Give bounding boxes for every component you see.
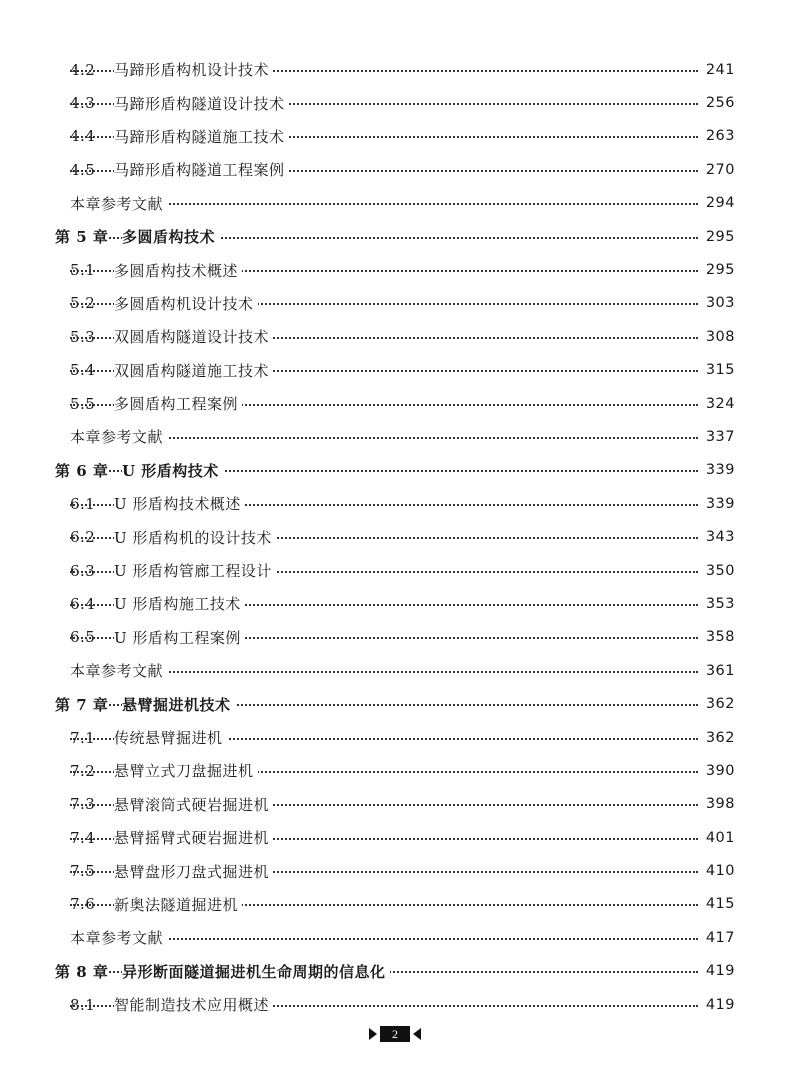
toc-section-entry[interactable] <box>0 120 790 153</box>
entry-title: U 形盾构管廊工程设计 <box>114 560 276 581</box>
section-number: 7.1 <box>70 728 96 747</box>
page-ref: 339 <box>699 496 735 512</box>
entry-title: U 形盾构施工技术 <box>114 593 245 614</box>
page-ref: 339 <box>699 462 735 478</box>
entry-title: 多圆盾构技术概述 <box>114 260 242 281</box>
entry-title: 新奥法隧道掘进机 <box>114 894 242 915</box>
entry-title: 马蹄形盾构隧道工程案例 <box>114 159 289 180</box>
page-ref: 263 <box>699 128 735 144</box>
page-ref: 361 <box>699 663 735 679</box>
page-ref: 295 <box>699 229 735 245</box>
entry-title: 异形断面隧道掘进机生命周期的信息化 <box>122 961 390 982</box>
chapter-label: 第 8 章 <box>55 962 109 981</box>
entry-title: U 形盾构技术 <box>122 460 223 481</box>
page-ref: 343 <box>699 529 735 545</box>
page-ref: 362 <box>699 696 735 712</box>
entry-title: 悬臂摇臂式硬岩掘进机 <box>114 827 273 848</box>
page-ref: 256 <box>699 95 735 111</box>
toc-chapter-entry[interactable] <box>0 454 790 487</box>
page-ref: 419 <box>699 963 735 979</box>
toc-section-entry[interactable] <box>0 520 790 553</box>
entry-title: 传统悬臂掘进机 <box>114 727 227 748</box>
toc-section-entry[interactable] <box>0 253 790 286</box>
page-ref: 270 <box>699 162 735 178</box>
toc-section-entry[interactable] <box>0 554 790 587</box>
entry-title: 悬臂盘形刀盘式掘进机 <box>114 861 273 882</box>
toc-section-entry[interactable] <box>0 53 790 86</box>
page-ref: 362 <box>699 730 735 746</box>
toc-reference-entry[interactable] <box>0 921 790 954</box>
page-ref: 390 <box>699 763 735 779</box>
toc-section-entry[interactable] <box>0 153 790 186</box>
entry-title: 双圆盾构隧道设计技术 <box>114 326 273 347</box>
toc-section-entry[interactable] <box>0 621 790 654</box>
chapter-label: 第 6 章 <box>55 461 109 480</box>
entry-title: 本章参考文献 <box>70 193 167 214</box>
page-ref: 358 <box>699 629 735 645</box>
toc-section-entry[interactable] <box>0 287 790 320</box>
section-number: 7.2 <box>70 761 96 780</box>
toc-reference-entry[interactable] <box>0 420 790 453</box>
section-number: 4.4 <box>70 127 96 146</box>
section-number: 4.5 <box>70 160 96 179</box>
left-triangle-icon <box>413 1028 421 1040</box>
entry-title: 悬臂滚筒式硬岩掘进机 <box>114 794 273 815</box>
page-footer <box>0 1024 790 1044</box>
entry-title: 马蹄形盾构机设计技术 <box>114 59 273 80</box>
page-ref: 241 <box>699 62 735 78</box>
page-number: 2 <box>380 1026 410 1042</box>
toc-section-entry[interactable] <box>0 821 790 854</box>
toc-section-entry[interactable] <box>0 788 790 821</box>
section-number: 7.6 <box>70 895 96 914</box>
entry-title: U 形盾构技术概述 <box>114 493 245 514</box>
toc-section-entry[interactable] <box>0 320 790 353</box>
toc-section-entry[interactable] <box>0 854 790 887</box>
entry-title: 本章参考文献 <box>70 927 167 948</box>
section-number: 6.4 <box>70 594 96 613</box>
section-number: 4.2 <box>70 60 96 79</box>
toc-section-entry[interactable] <box>0 387 790 420</box>
page-ref: 324 <box>699 396 735 412</box>
section-number: 5.5 <box>70 394 96 413</box>
entry-title: 马蹄形盾构隧道设计技术 <box>114 93 289 114</box>
entry-title: 双圆盾构隧道施工技术 <box>114 360 273 381</box>
section-number: 4.3 <box>70 94 96 113</box>
page-ref: 415 <box>699 896 735 912</box>
page-ref: 410 <box>699 863 735 879</box>
entry-title: 多圆盾构机设计技术 <box>114 293 258 314</box>
page-ref: 419 <box>699 997 735 1013</box>
entry-title: U 形盾构工程案例 <box>114 627 245 648</box>
right-triangle-icon <box>369 1028 377 1040</box>
section-number: 5.4 <box>70 361 96 380</box>
section-number: 6.3 <box>70 561 96 580</box>
page-ref: 308 <box>699 329 735 345</box>
section-number: 7.5 <box>70 862 96 881</box>
entry-title: 悬臂立式刀盘掘进机 <box>114 760 258 781</box>
entry-title: 本章参考文献 <box>70 426 167 447</box>
table-of-contents <box>0 53 790 1021</box>
toc-reference-entry[interactable] <box>0 654 790 687</box>
chapter-label: 第 5 章 <box>55 228 109 247</box>
toc-chapter-entry[interactable] <box>0 687 790 720</box>
entry-title: 悬臂掘进机技术 <box>122 694 235 715</box>
section-number: 6.2 <box>70 528 96 547</box>
section-number: 5.2 <box>70 294 96 313</box>
section-number: 5.3 <box>70 327 96 346</box>
section-number: 8.1 <box>70 995 96 1014</box>
toc-section-entry[interactable] <box>0 86 790 119</box>
section-number: 6.1 <box>70 494 96 513</box>
page-number-badge <box>369 1026 421 1042</box>
toc-section-entry[interactable] <box>0 354 790 387</box>
page-ref: 315 <box>699 362 735 378</box>
toc-chapter-entry[interactable] <box>0 955 790 988</box>
entry-title: 多圆盾构技术 <box>122 226 219 247</box>
toc-reference-entry[interactable] <box>0 187 790 220</box>
entry-title: 多圆盾构工程案例 <box>114 393 242 414</box>
entry-title: 本章参考文献 <box>70 660 167 681</box>
page-ref: 353 <box>699 596 735 612</box>
toc-section-entry[interactable] <box>0 587 790 620</box>
page-ref: 294 <box>699 195 735 211</box>
toc-section-entry[interactable] <box>0 721 790 754</box>
entry-title: U 形盾构机的设计技术 <box>114 527 276 548</box>
page-ref: 401 <box>699 830 735 846</box>
page-ref: 337 <box>699 429 735 445</box>
page-ref: 417 <box>699 930 735 946</box>
toc-chapter-entry[interactable] <box>0 220 790 253</box>
page-ref: 295 <box>699 262 735 278</box>
toc-section-entry[interactable] <box>0 888 790 921</box>
page-ref: 350 <box>699 563 735 579</box>
toc-section-entry[interactable] <box>0 487 790 520</box>
section-number: 7.3 <box>70 795 96 814</box>
section-number: 6.5 <box>70 628 96 647</box>
entry-title: 马蹄形盾构隧道施工技术 <box>114 126 289 147</box>
page-ref: 303 <box>699 295 735 311</box>
toc-section-entry[interactable] <box>0 754 790 787</box>
chapter-label: 第 7 章 <box>55 695 109 714</box>
page-ref: 398 <box>699 796 735 812</box>
section-number: 5.1 <box>70 261 96 280</box>
section-number: 7.4 <box>70 828 96 847</box>
toc-section-entry[interactable] <box>0 988 790 1021</box>
entry-title: 智能制造技术应用概述 <box>114 994 273 1015</box>
